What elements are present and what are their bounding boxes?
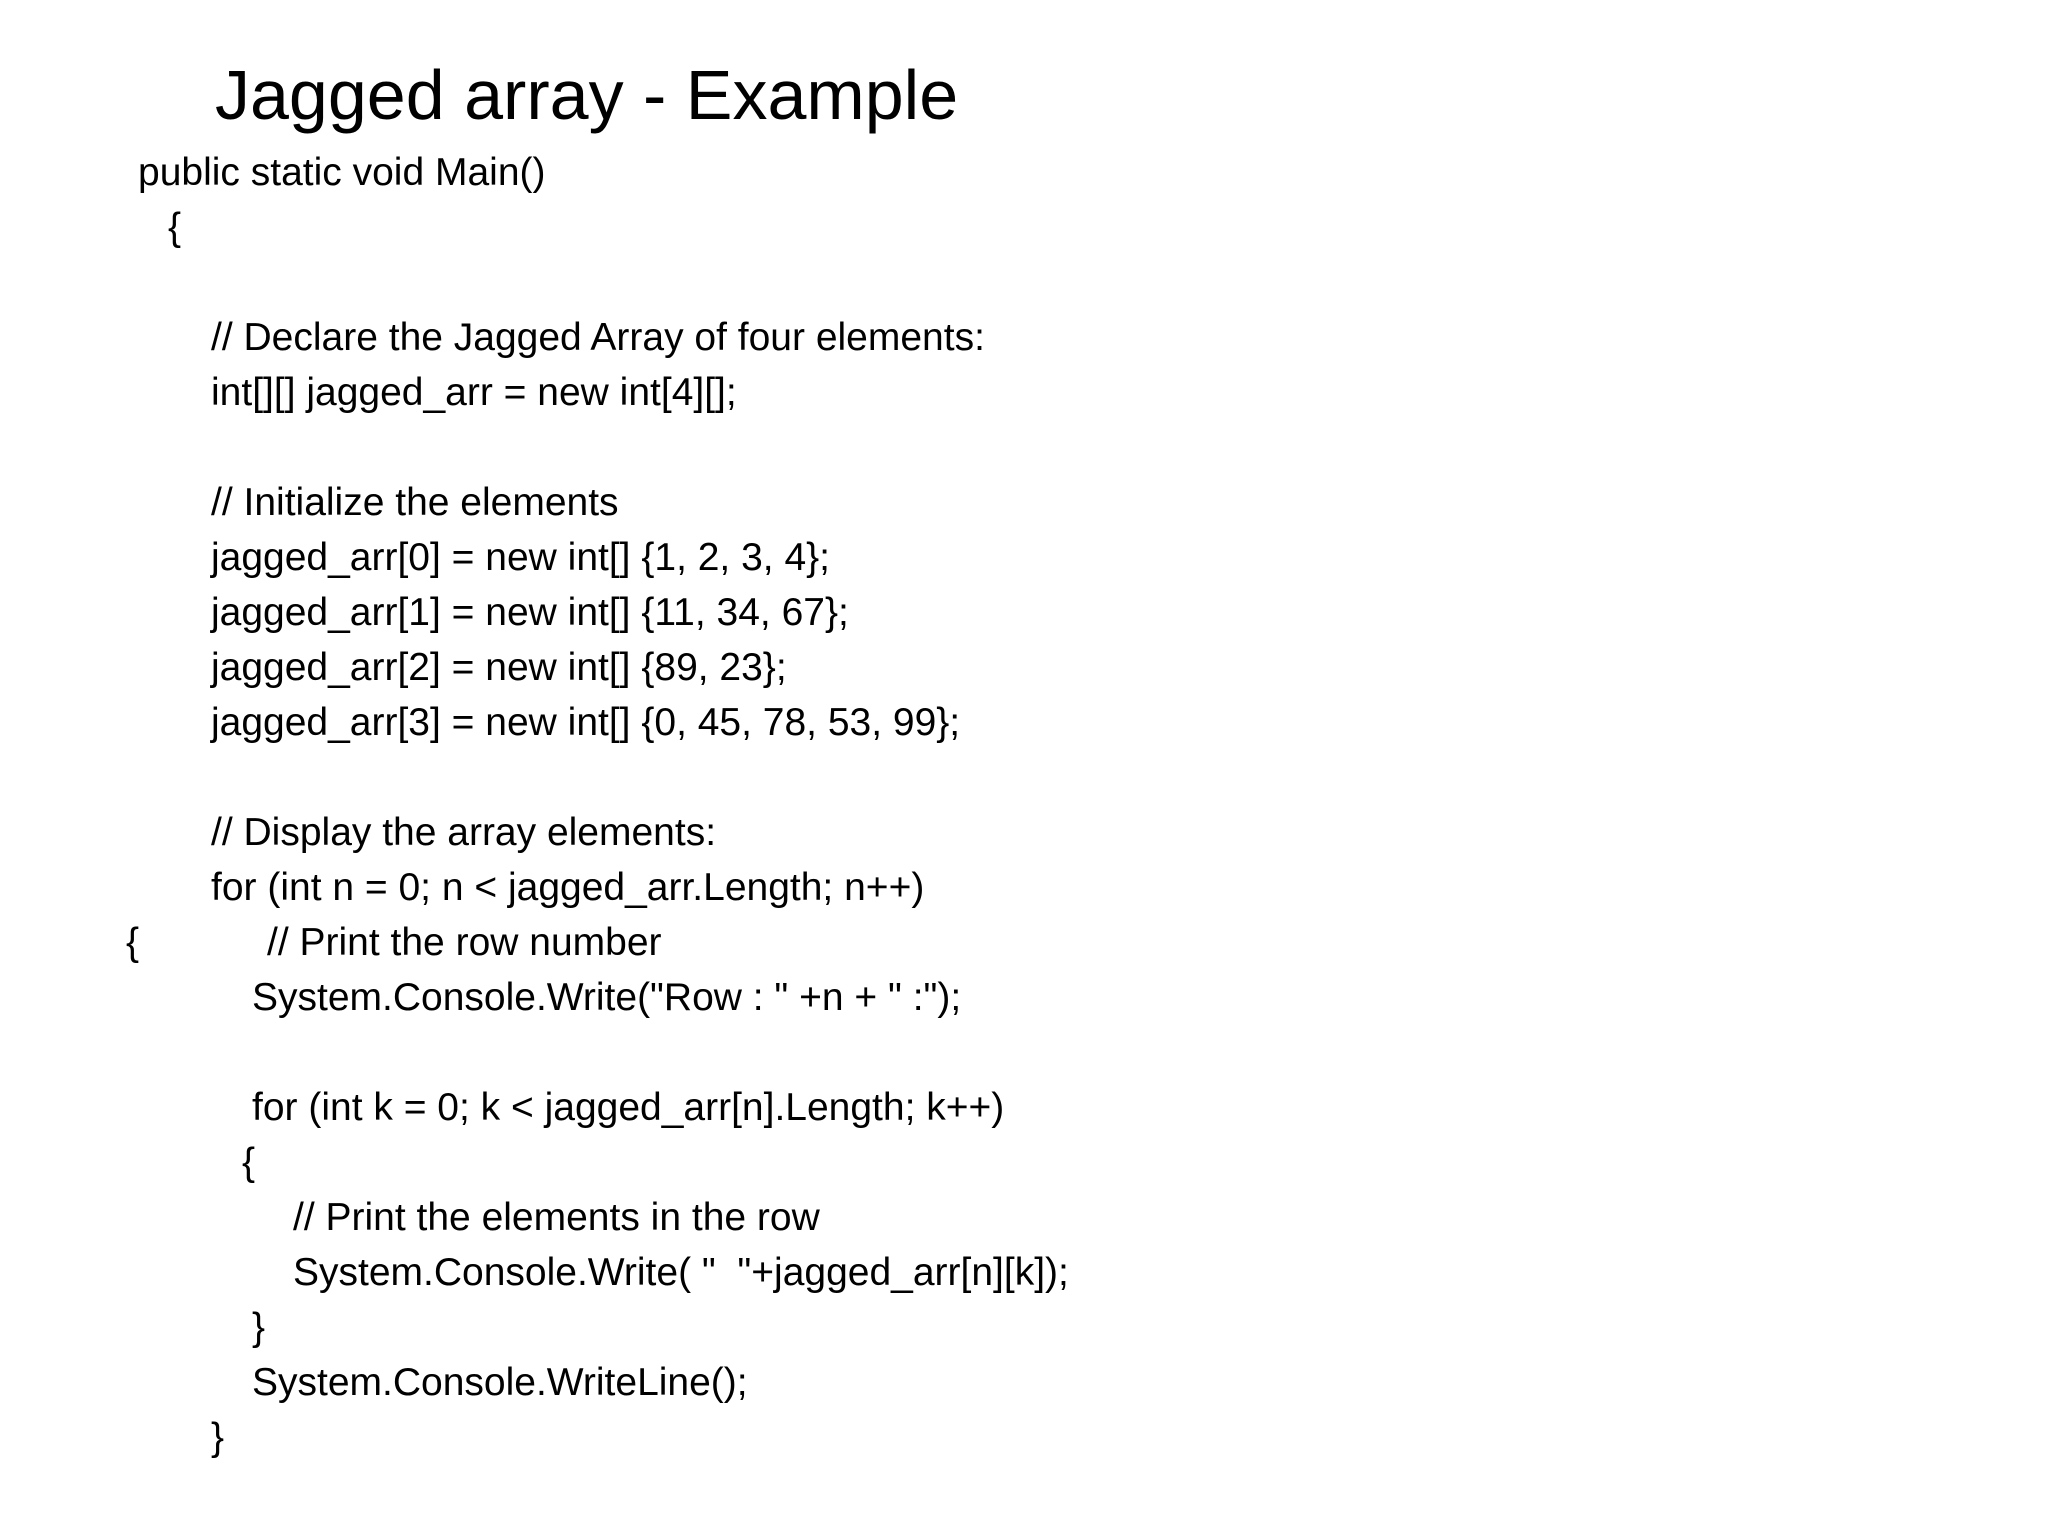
code-line: public static void Main() — [138, 151, 546, 194]
code-line: for (int k = 0; k < jagged_arr[n].Length; k++) — [252, 1086, 1005, 1129]
code-line: jagged_arr[0] = new int[] {1, 2, 3, 4}; — [211, 536, 831, 579]
code-line: // Display the array elements: — [211, 811, 717, 854]
code-line: jagged_arr[1] = new int[] {11, 34, 67}; — [211, 591, 849, 634]
code-line: System.Console.WriteLine(); — [252, 1361, 748, 1404]
code-line: { — [242, 1141, 256, 1184]
code-line: for (int n = 0; n < jagged_arr.Length; n++) — [211, 866, 925, 909]
code-line: } — [252, 1306, 266, 1349]
slide-title: Jagged array - Example — [215, 56, 959, 134]
code-line: System.Console.Write("Row : " +n + " :"); — [252, 976, 962, 1019]
code-line: jagged_arr[2] = new int[] {89, 23}; — [211, 646, 787, 689]
code-line: // Declare the Jagged Array of four elements: — [211, 316, 985, 359]
code-line: // Print the elements in the row — [293, 1196, 820, 1239]
code-line: { — [126, 921, 140, 964]
code-line: int[][] jagged_arr = new int[4][]; — [211, 371, 737, 414]
code-line: { — [168, 206, 182, 249]
code-line: } — [211, 1416, 225, 1459]
code-line: jagged_arr[3] = new int[] {0, 45, 78, 53, 99}; — [211, 701, 961, 744]
code-line: // Initialize the elements — [211, 481, 619, 524]
code-line: // Print the row number — [267, 921, 662, 964]
code-line: System.Console.Write( " "+jagged_arr[n][k]); — [293, 1251, 1069, 1294]
